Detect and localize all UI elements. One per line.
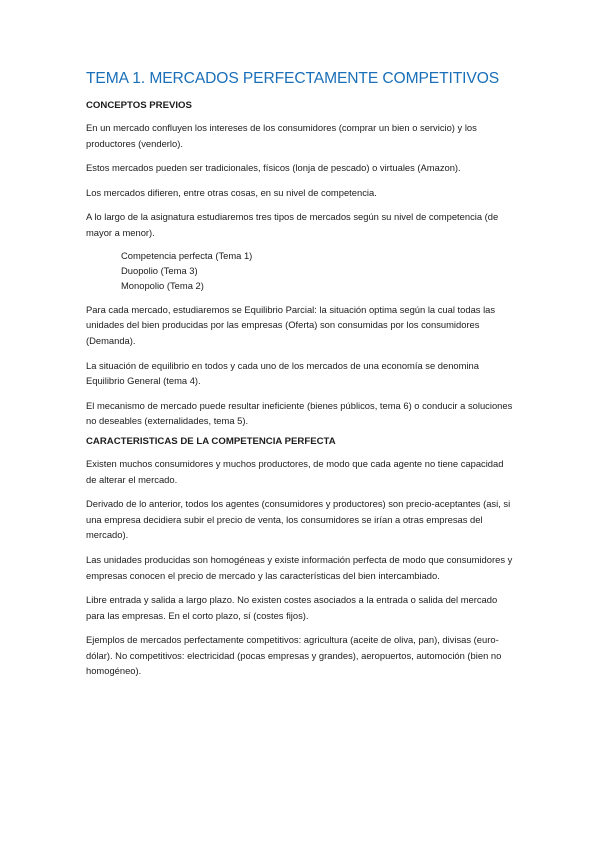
paragraph: Los mercados difieren, entre otras cosas, en su nivel de competencia. xyxy=(86,186,377,198)
list-item: Competencia perfecta (Tema 1) xyxy=(121,249,253,261)
paragraph: El mecanismo de mercado puede resultar ineficiente (bienes públicos, tema 6) o conducir a soluciones no deseables (externalidades, tema 5). xyxy=(86,399,513,427)
market-types-list xyxy=(121,248,516,294)
paragraph: Derivado de lo anterior, todos los agentes (consumidores y productores) son precio-aceptantes (asi, si una empresa decidiera subir el precio de venta, los consumidores se irían a otras empresas del mercado). xyxy=(86,498,511,541)
paragraph: Libre entrada y salida a largo plazo. No existen costes asociados a la entrada o salida del mercado para las empresas. En el corto plazo, sí (costes fijos). xyxy=(86,594,498,621)
list-item: Duopolio (Tema 3) xyxy=(121,264,198,276)
section-heading-conceptos-previos: CONCEPTOS PREVIOS xyxy=(86,100,192,111)
section-heading-caracteristicas: CARACTERISTICAS DE LA COMPETENCIA PERFECTA xyxy=(86,435,336,447)
paragraph: Ejemplos de mercados perfectamente competitivos: agricultura (aceite de oliva, pan), divisas (euro-dólar). No competitivos: electricidad (pocas empresas y grandes), aeropuertos, automoción (bien no homogéneo). xyxy=(86,634,502,677)
paragraph: Para cada mercado, estudiaremos se Equilibrio Parcial: la situación optima según la cual todas las unidades del bien producidas por las empresas (Oferta) son consumidas por los consumidores (Demanda). xyxy=(86,303,496,346)
paragraph: Existen muchos consumidores y muchos productores, de modo que cada agente no tiene capacidad de alterar el mercado. xyxy=(86,457,504,485)
page-content xyxy=(86,70,516,688)
paragraph: En un mercado confluyen los intereses de los consumidores (comprar un bien o servicio) y los productores (venderlo). xyxy=(86,122,477,149)
list-item: Monopolio (Tema 2) xyxy=(121,280,204,292)
paragraph: Estos mercados pueden ser tradicionales, físicos (lonja de pescado) o virtuales (Amazon). xyxy=(86,162,461,174)
page-title: TEMA 1. MERCADOS PERFECTAMENTE COMPETITIVOS xyxy=(86,70,500,87)
paragraph: A lo largo de la asignatura estudiaremos tres tipos de mercados según su nivel de competencia (de mayor a menor). xyxy=(86,211,499,238)
paragraph: La situación de equilibrio en todos y cada uno de los mercados de una economía se denomina Equilibrio General (tema 4). xyxy=(86,359,479,387)
paragraph: Las unidades producidas son homogéneas y existe información perfecta de modo que consumidores y empresas conocen el precio de mercado y las características del bien intercambiado. xyxy=(86,553,513,581)
